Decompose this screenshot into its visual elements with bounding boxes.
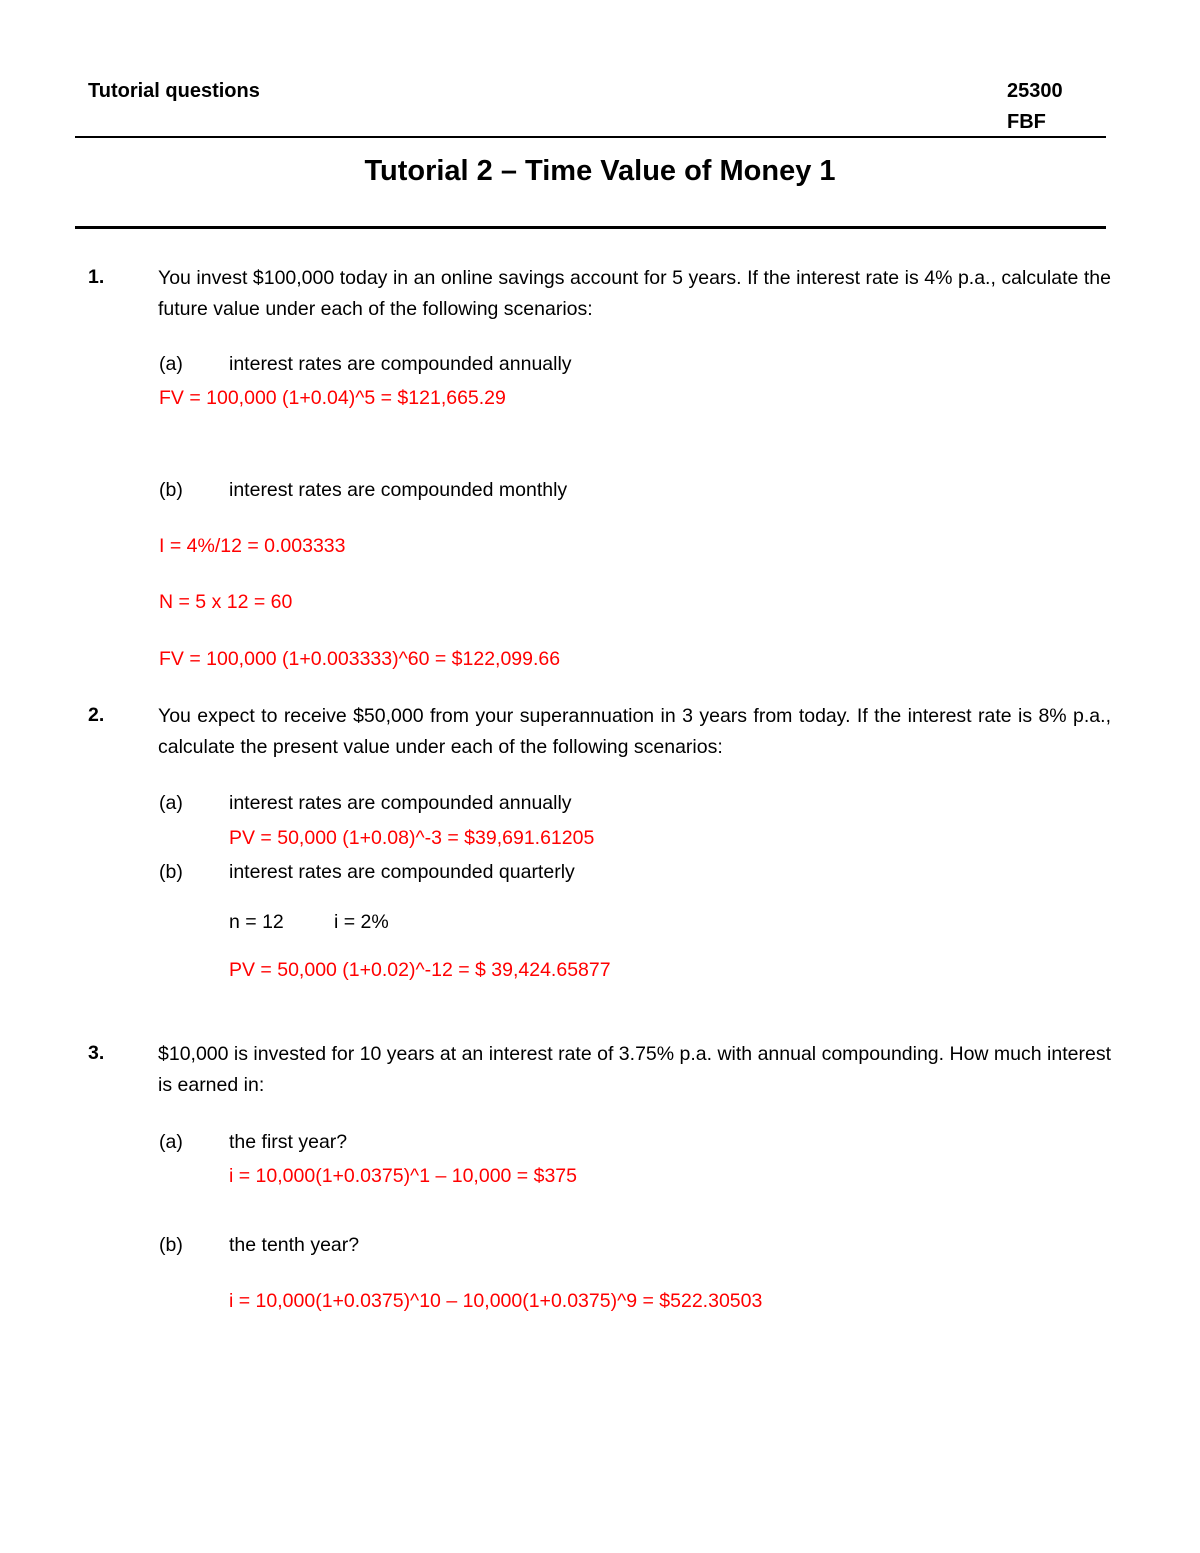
part-label: (b) (159, 1234, 183, 1256)
title-divider (75, 226, 1106, 229)
answer-line: N = 5 x 12 = 60 (159, 591, 293, 613)
part-text: interest rates are compounded quarterly (229, 861, 575, 883)
header-faculty: FBF (1007, 111, 1046, 133)
answer-line: FV = 100,000 (1+0.04)^5 = $121,665.29 (159, 387, 506, 409)
question-number: 1. (88, 266, 105, 288)
answer-line: FV = 100,000 (1+0.003333)^60 = $122,099.66 (159, 648, 561, 670)
answer-line: I = 4%/12 = 0.003333 (159, 535, 346, 557)
part-label: (a) (159, 792, 183, 814)
part-text: the first year? (229, 1131, 348, 1153)
part-text: interest rates are compounded annually (229, 353, 572, 375)
question-text: You expect to receive $50,000 from your superannuation in 3 years from today. If the interest rate is 8% p.a., calculate the present value under each of the following scenarios: (158, 705, 1111, 758)
part-label: (a) (159, 353, 183, 375)
header-course-code: 25300 (1007, 80, 1063, 102)
part-label: (b) (159, 479, 183, 501)
question-number: 3. (88, 1042, 105, 1064)
part-text: interest rates are compounded monthly (229, 479, 568, 501)
page-title: Tutorial 2 – Time Value of Money 1 (364, 155, 836, 187)
part-text: interest rates are compounded annually (229, 792, 572, 814)
part-label: (b) (159, 861, 183, 883)
part-text: the tenth year? (229, 1234, 360, 1256)
answer-line: PV = 50,000 (1+0.08)^-3 = $39,691.61205 (229, 827, 595, 849)
answer-line: i = 10,000(1+0.0375)^1 – 10,000 = $375 (229, 1165, 577, 1187)
given-i: i = 2% (334, 911, 389, 933)
part-label: (a) (159, 1131, 183, 1153)
answer-line: i = 10,000(1+0.0375)^10 – 10,000(1+0.0375)^9 = $522.30503 (229, 1290, 763, 1312)
answer-line: PV = 50,000 (1+0.02)^-12 = $ 39,424.65877 (229, 959, 611, 981)
question-number: 2. (88, 704, 105, 726)
header-divider (75, 136, 1106, 138)
given-n: n = 12 (229, 911, 284, 933)
question-text: You invest $100,000 today in an online savings account for 5 years. If the interest rate is 4% p.a., calculate the future value under each of the following scenarios: (158, 267, 1111, 320)
question-text: $10,000 is invested for 10 years at an interest rate of 3.75% p.a. with annual compounding. How much interest is earned in: (158, 1043, 1111, 1096)
header-left: Tutorial questions (88, 80, 260, 102)
